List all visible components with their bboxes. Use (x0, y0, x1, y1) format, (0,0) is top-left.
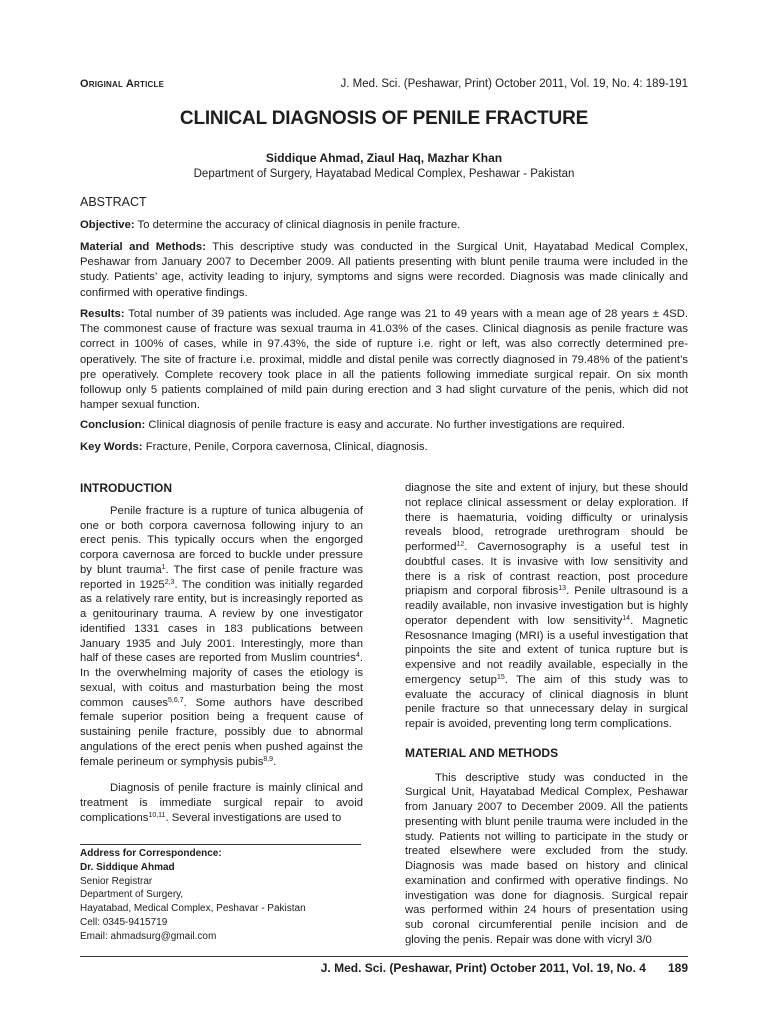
abstract-methods (80, 240, 688, 301)
authors: Siddique Ahmad, Ziaul Haq, Mazhar Khan (265, 151, 503, 165)
abstract-conclusion (80, 418, 688, 433)
keywords-text: Fracture, Penile, Corpora cavernosa, Clinical, diagnosis. (142, 441, 428, 453)
correspondence-position: Senior Registrar (80, 875, 153, 887)
abstract-results (80, 307, 688, 413)
methods-text: This descriptive study was conducted in the Surgical Unit, Hayatabad Medical Complex, Peshawar from January 2007 to December 2009. All patients presenting with blunt penile trauma were included in the study. Patients’ age, activity leading to injury, symptoms and signs were recorded. Diagnosis was made clinically and confirmed with operative findings. (80, 241, 689, 299)
objective-text: To determine the accuracy of clinical diagnosis in penile fracture. (134, 219, 461, 231)
page-number: 189 (667, 961, 688, 975)
abstract-keywords (80, 440, 688, 455)
methods-label: Material and Methods: (80, 241, 206, 253)
correspondence-cell: Cell: 0345-9415719 (80, 916, 168, 928)
header-citation: J. Med. Sci. (Peshawar, Print) October 2011, Vol. 19, No. 4: 189-191 (340, 78, 688, 90)
footer-divider (80, 956, 688, 957)
section-label: Original Article (80, 78, 165, 90)
abstract-objective (80, 218, 688, 233)
left-column (80, 481, 363, 826)
methods-paragraph: This descriptive study was conducted in the Surgical Unit, Hayatabad Medical Complex, Peshawar from January 2007 to December 2009. All the patients presenting with blunt penile trauma were included in the study. Patients not willing to participate in the study or treated elsewhere were excluded from the study. Diagnosis was made based on history and clinical examination and confirmed with operative findings. No investigation was done for diagnosis. Surgical repair was performed within 24 hours of presentation using sub coronal circumferential penile incision and de gloving the penis. Repair was done with vicryl 3/0 (405, 771, 688, 946)
conclusion-label: Conclusion: (80, 419, 146, 431)
results-label: Results: (80, 308, 125, 320)
footer-citation: J. Med. Sci. (Peshawar, Print) October 2011, Vol. 19, No. 4 (320, 961, 646, 975)
correspondence-box (80, 847, 363, 944)
correspondence-hospital: Hayatabad, Medical Complex, Peshavar - Pakistan (80, 903, 306, 915)
intro-paragraph-2: Diagnosis of penile fracture is mainly clinical and treatment is immediate surgical repair to avoid complications$^{10,11}$. Several investigations are used to (80, 782, 363, 824)
article-title: CLINICAL DIAGNOSIS OF PENILE FRACTURE (179, 108, 589, 129)
methods-heading: MATERIAL AND METHODS (405, 745, 559, 760)
abstract-heading: ABSTRACT (80, 195, 147, 209)
objective-label: Objective: (80, 219, 135, 231)
introduction-heading: INTRODUCTION (80, 481, 172, 495)
correspondence-email: Email: ahmadsurg@gmail.com (80, 930, 217, 942)
right-column (405, 481, 688, 948)
correspondence-heading: Address for Correspondence: (80, 848, 222, 859)
intro-paragraph-3: diagnose the site and extent of injury, but these should not replace clinical assessment or delay exploration. If there is haematuria, voiding difficulty or urinalysis reveals blood, retrograde urethrogram should be performed$^{12}$. Cavernosography is a useful test in doubtful cases. It is invasive with low sensitivity and there is a risk of contrast reaction, post procedure priapism and corporal fibrosis$^{13}$. Penile ultrasound is a readily available, non invasive investigation but is highly operator dependent with low sensitivity$^{14}$. Magnetic Resosnance Imaging (MRI) is a useful investigation that pinpoints the site and extent of tunica rupture but is expensive and not readily available, especially in the emergency setup$^{15}$. The aim of this study was to evaluate the accuracy of clinical diagnosis in blunt penile fracture so that unnecessary delay in surgical repair is avoided, preventing long term complications. (405, 482, 688, 730)
page-footer (321, 961, 688, 975)
correspondence-divider (80, 844, 361, 845)
keywords-label: Key Words: (80, 441, 143, 453)
intro-paragraph-1: Penile fracture is a rupture of tunica albugenia of one or both corpora cavernosa following injury to an erect penis. This typically occurs when the engorged corpora cavernosa are forced to buckle under pressure by blunt trauma$^1$. The first case of penile fracture was reported in 1925$^{2,3}$. The condition was initially regarded as a relatively rare entity, but is increasingly reported as a genitourinary trauma. A review by one investigator identified 1331 cases in 183 publications between January 1935 and July 2001. Interestingly, more than half of these cases are reported from Muslim countries$^4$. In the overwhelming majority of cases the etiology is sexual, with coitus and masturbation being the most common causes$^{5,6,7}$. Some authors have described female superior position being a frequent cause of sustaining penile fracture, possibly due to abnormal angulations of the erect penis when pushed against the female perineum or symphysis pubis$^{8,9}$. (80, 504, 364, 768)
results-text: Total number of 39 patients was included. Age range was 21 to 49 years with a mean age of 28 years ± 4SD. The commonest cause of fracture was sexual trauma in 41.03% of the cases. Clinical diagnosis as penile fracture was correct in 100% of cases, while in 97.43%, the side of rupture i.e. right or left, was also correctly determined pre-operatively. The site of fracture i.e. proximal, middle and distal penile was correctly diagnosed in 79.48% of the patient’s pre operatively. Complete recovery took place in all the patients following immediate surgical repair. On six month followup only 5 patients complained of mild pain during erection and 3 had slight curvature of the penis, which did not hamper sexual function. (80, 308, 688, 412)
correspondence-department: Department of Surgery, (80, 889, 184, 901)
correspondence-name: Dr. Siddique Ahmad (80, 861, 175, 873)
conclusion-text: Clinical diagnosis of penile fracture is easy and accurate. No further investigations are required. (145, 419, 626, 431)
affiliation: Department of Surgery, Hayatabad Medical Complex, Peshawar - Pakistan (193, 168, 575, 180)
